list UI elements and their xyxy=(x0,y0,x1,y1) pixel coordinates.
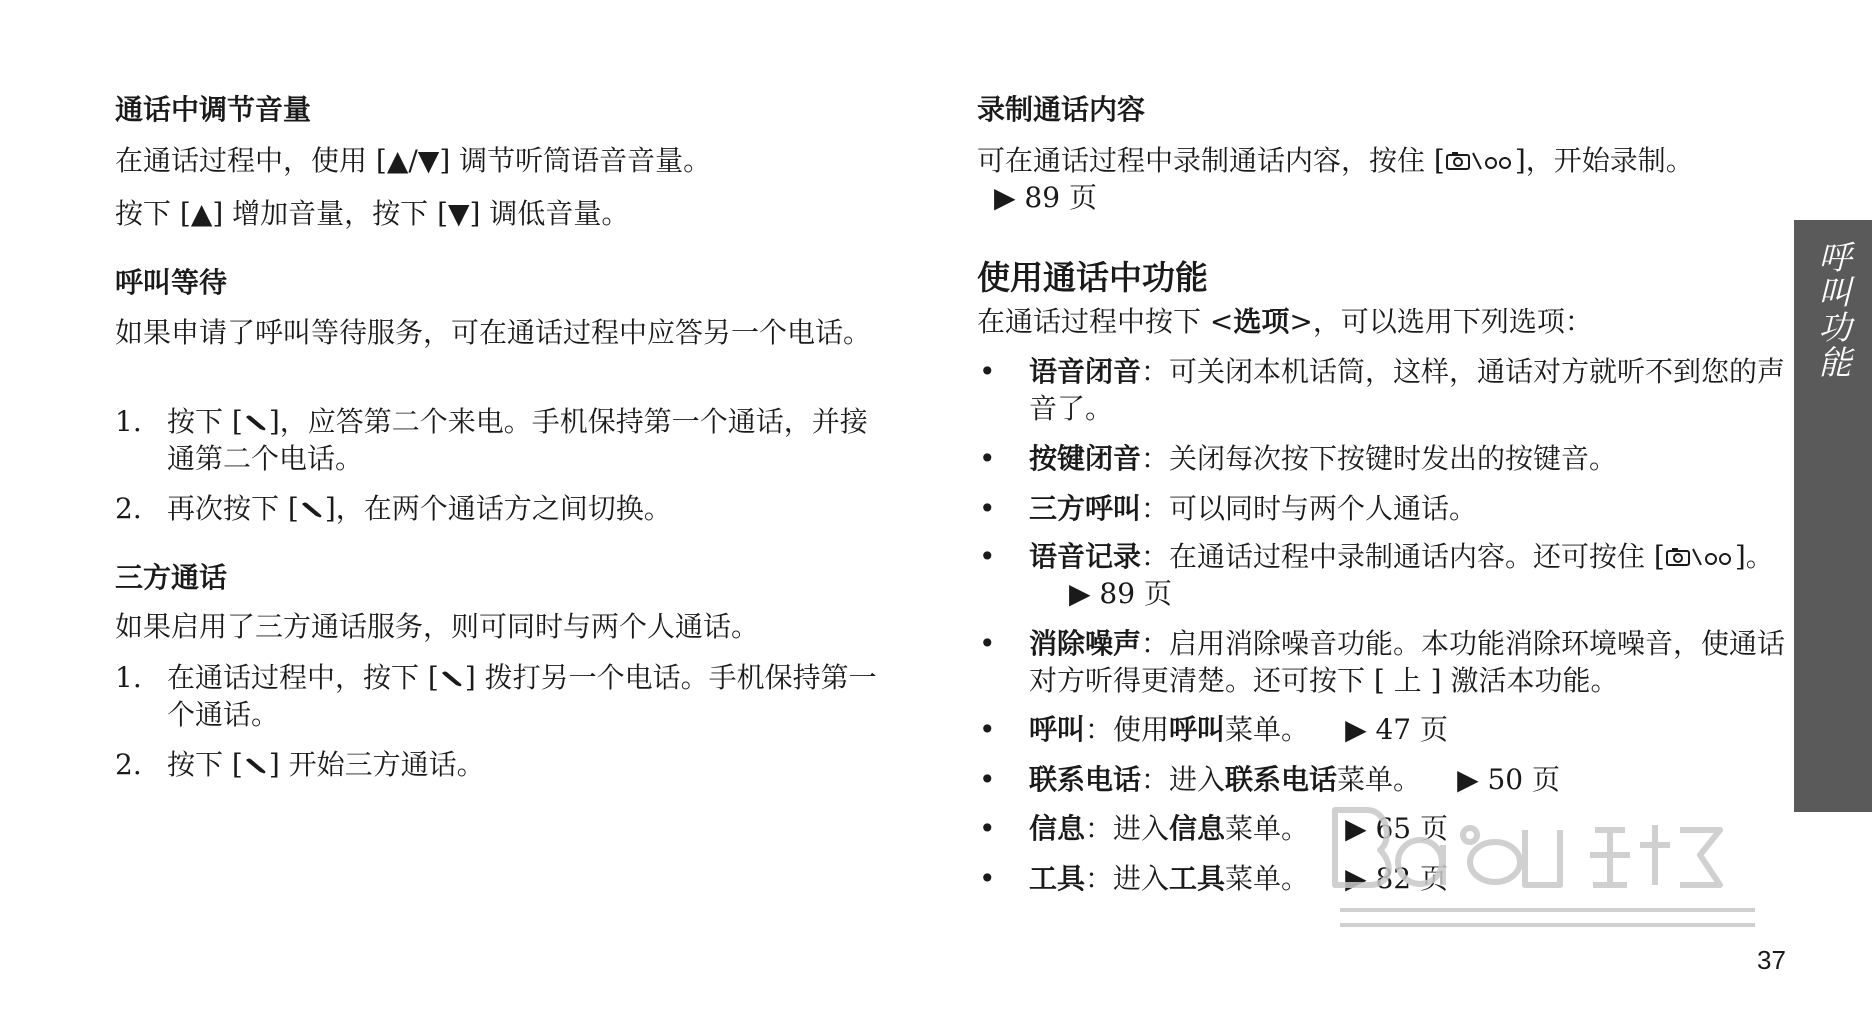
bullet-dot: • xyxy=(979,492,996,525)
option-label: 信息 xyxy=(1029,812,1086,845)
option-label: 语音记录 xyxy=(1029,540,1142,573)
step-number: 1. xyxy=(115,661,142,694)
option-label: 工具 xyxy=(1029,862,1086,895)
heading-volume: 通话中调节音量 xyxy=(115,93,312,126)
record-call-paragraph xyxy=(977,142,1767,216)
option-text-2: 菜单。 xyxy=(1337,763,1422,796)
option-label: 语音闭音 xyxy=(1029,355,1142,388)
bullet-dot: • xyxy=(979,442,996,475)
bullet-dot: • xyxy=(979,627,996,660)
in-call-functions-intro xyxy=(977,303,1767,340)
option-label: 呼叫 xyxy=(1029,713,1086,746)
step-text-before: 再次按下 [ xyxy=(167,492,299,525)
step-number: 2. xyxy=(115,492,142,525)
baidu-jingyan-watermark-logo xyxy=(1325,750,1770,950)
option-menu-name: 联系电话 xyxy=(1225,763,1338,796)
option-menu-name: 信息 xyxy=(1169,812,1226,845)
bullet-dot: • xyxy=(979,763,996,796)
heading-record-call: 录制通话内容 xyxy=(977,93,1146,126)
step-text-after: ]，应答第二个来电。手机保持第一个通话，并接通第二个电话。 xyxy=(167,405,868,475)
option-text: ：启用消除噪音功能。本功能消除环境噪音，使通话对方听得更清楚。还可按下 [ 上 ] 激活本功能。 xyxy=(1029,627,1786,697)
option-text: ：使用 xyxy=(1085,713,1170,746)
option-page-ref: ▶ 89 页 xyxy=(1069,577,1172,610)
send-key-icon xyxy=(243,410,269,434)
option-text: ：在通话过程中录制通话内容。还可按住 [ xyxy=(1141,540,1665,573)
option-page-ref: ▶ 65 页 xyxy=(1345,812,1449,845)
record-text-after: ]，开始录制。 xyxy=(1514,144,1694,177)
option-text: ：关闭每次按下按键时发出的按键音。 xyxy=(1141,442,1618,475)
step-text-after: ] 拨打另一个电话。手机保持第一个通话。 xyxy=(167,661,877,731)
option-text: ：进入 xyxy=(1141,763,1226,796)
option-text-2: 菜单。 xyxy=(1225,862,1310,895)
volume-paragraph-1: 在通话过程中，使用 [▲/▼] 调节听筒语音音量。 xyxy=(115,144,712,177)
option-page-ref: ▶ 50 页 xyxy=(1457,763,1561,796)
option-text-2: 菜单。 xyxy=(1225,713,1310,746)
option-label: 按键闭音 xyxy=(1029,442,1142,475)
option-text: ：可以同时与两个人通话。 xyxy=(1141,492,1478,525)
bullet-dot: • xyxy=(979,355,996,388)
option-menu-name: 工具 xyxy=(1169,862,1226,895)
volume-paragraph-2: 按下 [▲] 增加音量，按下 [▼] 调低音量。 xyxy=(115,197,630,230)
step-text-before: 在通话过程中，按下 [ xyxy=(167,661,439,694)
heading-in-call-functions: 使用通话中功能 xyxy=(977,258,1208,297)
option-menu-name: 呼叫 xyxy=(1169,713,1226,746)
bullet-dot: • xyxy=(979,540,996,573)
heading-three-way: 三方通话 xyxy=(115,561,228,594)
chapter-side-tab xyxy=(1794,220,1872,812)
step-number: 2. xyxy=(115,748,142,781)
option-page-ref: ▶ 82 页 xyxy=(1345,862,1449,895)
send-key-icon xyxy=(243,753,269,777)
page-number: 37 xyxy=(1757,945,1786,975)
camera-voice-key-icon xyxy=(1445,149,1515,173)
step-text-before: 按下 [ xyxy=(167,405,243,438)
step-text-after: ] 开始三方通话。 xyxy=(268,748,485,781)
chapter-tab-label: 呼叫功能 xyxy=(1813,240,1853,380)
record-text-before: 可在通话过程中录制通话内容，按住 [ xyxy=(977,144,1445,177)
send-key-icon xyxy=(439,666,465,690)
bullet-dot: • xyxy=(979,713,996,746)
bullet-dot: • xyxy=(979,812,996,845)
step-number: 1. xyxy=(115,405,142,438)
option-text-2: 菜单。 xyxy=(1225,812,1310,845)
intro-after: >，可以选用下列选项： xyxy=(1289,305,1593,338)
bullet-dot: • xyxy=(979,862,996,895)
option-text-2: ]。 xyxy=(1734,540,1774,573)
record-page-ref: ▶ 89 页 xyxy=(994,181,1097,214)
option-text: ：可关闭本机话筒，这样，通话对方就听不到您的声音了。 xyxy=(1029,355,1786,425)
option-text: ：进入 xyxy=(1085,812,1170,845)
option-text: ：进入 xyxy=(1085,862,1170,895)
three-way-intro: 如果启用了三方通话服务，则可同时与两个人通话。 xyxy=(115,610,760,643)
option-label: 联系电话 xyxy=(1029,763,1142,796)
option-page-ref: ▶ 47 页 xyxy=(1345,713,1449,746)
call-waiting-intro: 如果申请了呼叫等待服务，可在通话过程中应答另一个电话。 xyxy=(115,316,872,349)
intro-before: 在通话过程中按下 < xyxy=(977,305,1234,338)
send-key-icon xyxy=(299,497,325,521)
step-text-before: 按下 [ xyxy=(167,748,243,781)
option-label: 消除噪声 xyxy=(1029,627,1142,660)
option-label: 三方呼叫 xyxy=(1029,492,1142,525)
step-text-after: ]，在两个通话方之间切换。 xyxy=(324,492,672,525)
heading-call-waiting: 呼叫等待 xyxy=(115,266,228,299)
options-softkey-label: 选项 xyxy=(1233,305,1290,338)
camera-voice-key-icon xyxy=(1665,545,1735,569)
